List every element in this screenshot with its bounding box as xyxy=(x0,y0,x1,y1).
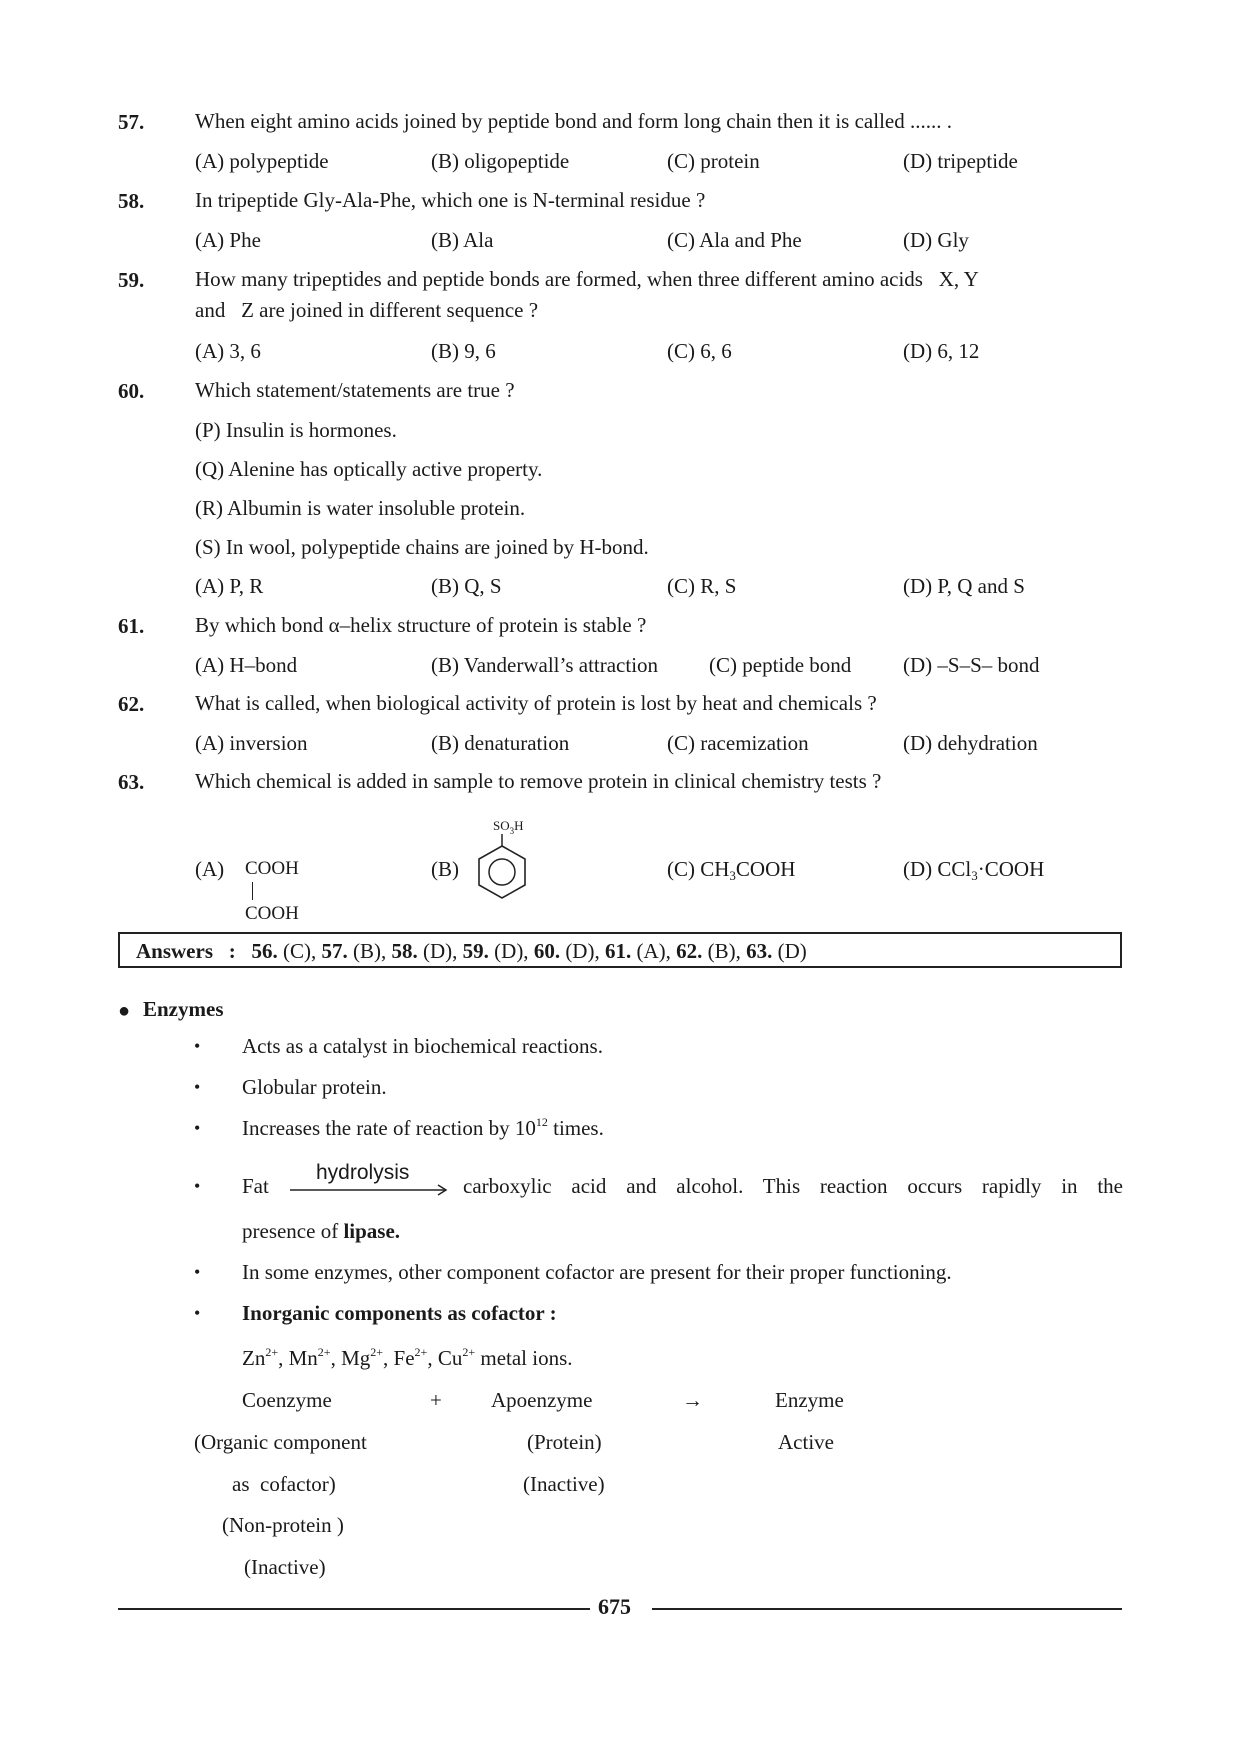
question-number-60: 60. xyxy=(118,379,145,403)
answer-value: (D), xyxy=(494,939,529,963)
enzyme-point-1: Acts as a catalyst in biochemical reactions. xyxy=(242,1034,603,1058)
enzyme-point-3: Increases the rate of reaction by $10^{12}$ times. xyxy=(242,1115,604,1140)
q62-option-c: (C) racemization xyxy=(667,731,809,755)
answer-num: 61. xyxy=(604,939,632,963)
scheme-arrow-icon: → xyxy=(682,1388,703,1412)
answer-value: (B), xyxy=(707,939,741,963)
answer-num: 58. xyxy=(391,939,418,963)
scheme-apoenzyme-desc-2: (Inactive) xyxy=(523,1472,605,1496)
hydrolysis-products: carboxylic acid and alcohol. This reaction occurs rapidly in the xyxy=(463,1174,1123,1198)
bullet-icon: • xyxy=(194,1077,201,1097)
q57-option-c: (C) protein xyxy=(667,149,760,173)
q59-option-d: (D) 6, 12 xyxy=(903,339,980,363)
answer-num: 59. xyxy=(462,939,489,963)
bullet-dot-icon: ● xyxy=(118,1000,131,1022)
hydrolysis-line-2: presence of lipase. xyxy=(242,1219,401,1243)
q62-option-a: (A) inversion xyxy=(195,731,308,755)
question-text-62: What is called, when biological activity of protein is lost by heat and chemicals ? xyxy=(195,691,877,715)
scheme-plus: + xyxy=(430,1388,442,1412)
hydrolysis-fat: Fat xyxy=(242,1174,269,1198)
q60-option-c: (C) R, S xyxy=(667,574,737,598)
q61-option-d: (D) –S–S– bond xyxy=(903,653,1040,677)
q57-option-a: (A) polypeptide xyxy=(195,149,329,173)
q63-option-c: (C) $CH_3COOH$ xyxy=(667,857,796,883)
q61-option-b: (B) Vanderwall’s attraction xyxy=(431,653,659,677)
scheme-apoenzyme: Apoenzyme xyxy=(491,1388,593,1412)
statement-p: (P) Insulin is hormones. xyxy=(195,418,397,442)
q63-option-b-label: (B) xyxy=(431,857,459,881)
bullet-icon: • xyxy=(194,1303,201,1323)
section-heading-enzymes: Enzymes xyxy=(143,997,224,1021)
answer-value: (A), xyxy=(636,939,671,963)
q58-option-c: (C) Ala and Phe xyxy=(667,228,802,252)
scheme-enzyme: Enzyme xyxy=(775,1388,844,1412)
answer-value: (D) xyxy=(777,939,807,963)
question-number-62: 62. xyxy=(118,692,145,716)
q60-option-b: (B) Q, S xyxy=(431,574,502,598)
footer-rule-left xyxy=(118,1608,590,1610)
q63-option-d: (D) CCl$_3$·COOH xyxy=(903,857,1045,883)
question-number-58: 58. xyxy=(118,189,145,213)
answers-label: Answers : xyxy=(136,939,236,963)
q57-option-b: (B) oligopeptide xyxy=(431,149,570,173)
enzyme-point-5: In some enzymes, other component cofactor are present for their proper functioning. xyxy=(242,1260,952,1284)
q59-option-b: (B) 9, 6 xyxy=(431,339,496,363)
q62-option-b: (B) denaturation xyxy=(431,731,570,755)
q58-option-d: (D) Gly xyxy=(903,228,969,252)
q62-option-d: (D) dehydration xyxy=(903,731,1038,755)
metal-ions-line: $Zn^{2+}$, $Mn^{2+}$, $Mg^{2+}$, $Fe^{2+}$, $Cu^{2+}$ metal ions. xyxy=(242,1345,573,1370)
q63-option-a-bond xyxy=(252,882,253,900)
question-number-57: 57. xyxy=(118,110,145,134)
question-number-63: 63. xyxy=(118,770,145,794)
q57-option-d: (D) tripeptide xyxy=(903,149,1018,173)
scheme-coenzyme-desc-4: (Inactive) xyxy=(244,1555,326,1579)
q59-option-c: (C) 6, 6 xyxy=(667,339,732,363)
q59-option-a: (A) 3, 6 xyxy=(195,339,261,363)
question-text-63: Which chemical is added in sample to remove protein in clinical chemistry tests ? xyxy=(195,769,882,793)
scheme-coenzyme-desc-2: as cofactor) xyxy=(232,1472,336,1496)
question-text-59-line1: How many tripeptides and peptide bonds are formed, when three different amino acids X, Y xyxy=(195,267,979,291)
answer-num: 56. xyxy=(251,939,278,963)
page-number: 675 xyxy=(598,1594,631,1619)
bullet-icon: • xyxy=(194,1036,201,1056)
bullet-icon: • xyxy=(194,1176,201,1196)
q61-option-a: (A) H–bond xyxy=(195,653,298,677)
q63-option-a-cooh-bottom: COOH xyxy=(245,903,299,924)
q63-option-a-label: (A) xyxy=(195,857,225,881)
question-text-59-line2: and Z are joined in different sequence ? xyxy=(195,298,539,322)
benzene-ring-icon xyxy=(470,832,534,904)
q58-option-b: (B) Ala xyxy=(431,228,494,252)
bullet-icon: • xyxy=(194,1118,201,1138)
answer-value: (B), xyxy=(353,939,387,963)
bullet-icon: • xyxy=(194,1262,201,1282)
question-text-58: In tripeptide Gly-Ala-Phe, which one is N-terminal residue ? xyxy=(195,188,706,212)
enzyme-point-6: Inorganic components as cofactor : xyxy=(242,1301,557,1325)
answer-num: 57. xyxy=(321,939,348,963)
q61-option-c: (C) peptide bond xyxy=(709,653,852,677)
question-text-60: Which statement/statements are true ? xyxy=(195,378,515,402)
scheme-coenzyme-desc-1: (Organic component xyxy=(194,1430,367,1454)
scheme-enzyme-desc-1: Active xyxy=(778,1430,834,1454)
scheme-coenzyme-desc-3: (Non-protein ) xyxy=(222,1513,344,1537)
q63-option-a-cooh-top: COOH xyxy=(245,858,299,879)
hydrolysis-arrow-label: hydrolysis xyxy=(316,1161,410,1184)
question-number-59: 59. xyxy=(118,268,145,292)
q58-option-a: (A) Phe xyxy=(195,228,261,252)
answer-value: (D), xyxy=(423,939,458,963)
answer-value: (D), xyxy=(565,939,600,963)
scheme-apoenzyme-desc-1: (Protein) xyxy=(527,1430,602,1454)
scheme-coenzyme: Coenzyme xyxy=(242,1388,332,1412)
q60-option-d: (D) P, Q and S xyxy=(903,574,1025,598)
question-text-57: When eight amino acids joined by peptide bond and form long chain then it is called ...... . xyxy=(195,109,952,133)
question-text-61: By which bond α–helix structure of protein is stable ? xyxy=(195,613,647,637)
answer-value: (C), xyxy=(283,939,317,963)
q63-option-b-substituent: $SO_3H$ xyxy=(493,818,524,836)
right-arrow-icon xyxy=(290,1184,450,1196)
answers-row xyxy=(136,939,807,964)
answer-num: 62. xyxy=(676,939,703,963)
answer-num: 63. xyxy=(746,939,773,963)
statement-r: (R) Albumin is water insoluble protein. xyxy=(195,496,526,520)
q60-option-a: (A) P, R xyxy=(195,574,264,598)
question-number-61: 61. xyxy=(118,614,145,638)
answer-num: 60. xyxy=(533,939,561,963)
answers-box xyxy=(118,932,1122,968)
footer-rule-right xyxy=(652,1608,1122,1610)
statement-s: (S) In wool, polypeptide chains are joined by H-bond. xyxy=(195,535,649,559)
statement-q: (Q) Alenine has optically active property. xyxy=(195,457,543,481)
enzyme-point-2: Globular protein. xyxy=(242,1075,387,1099)
